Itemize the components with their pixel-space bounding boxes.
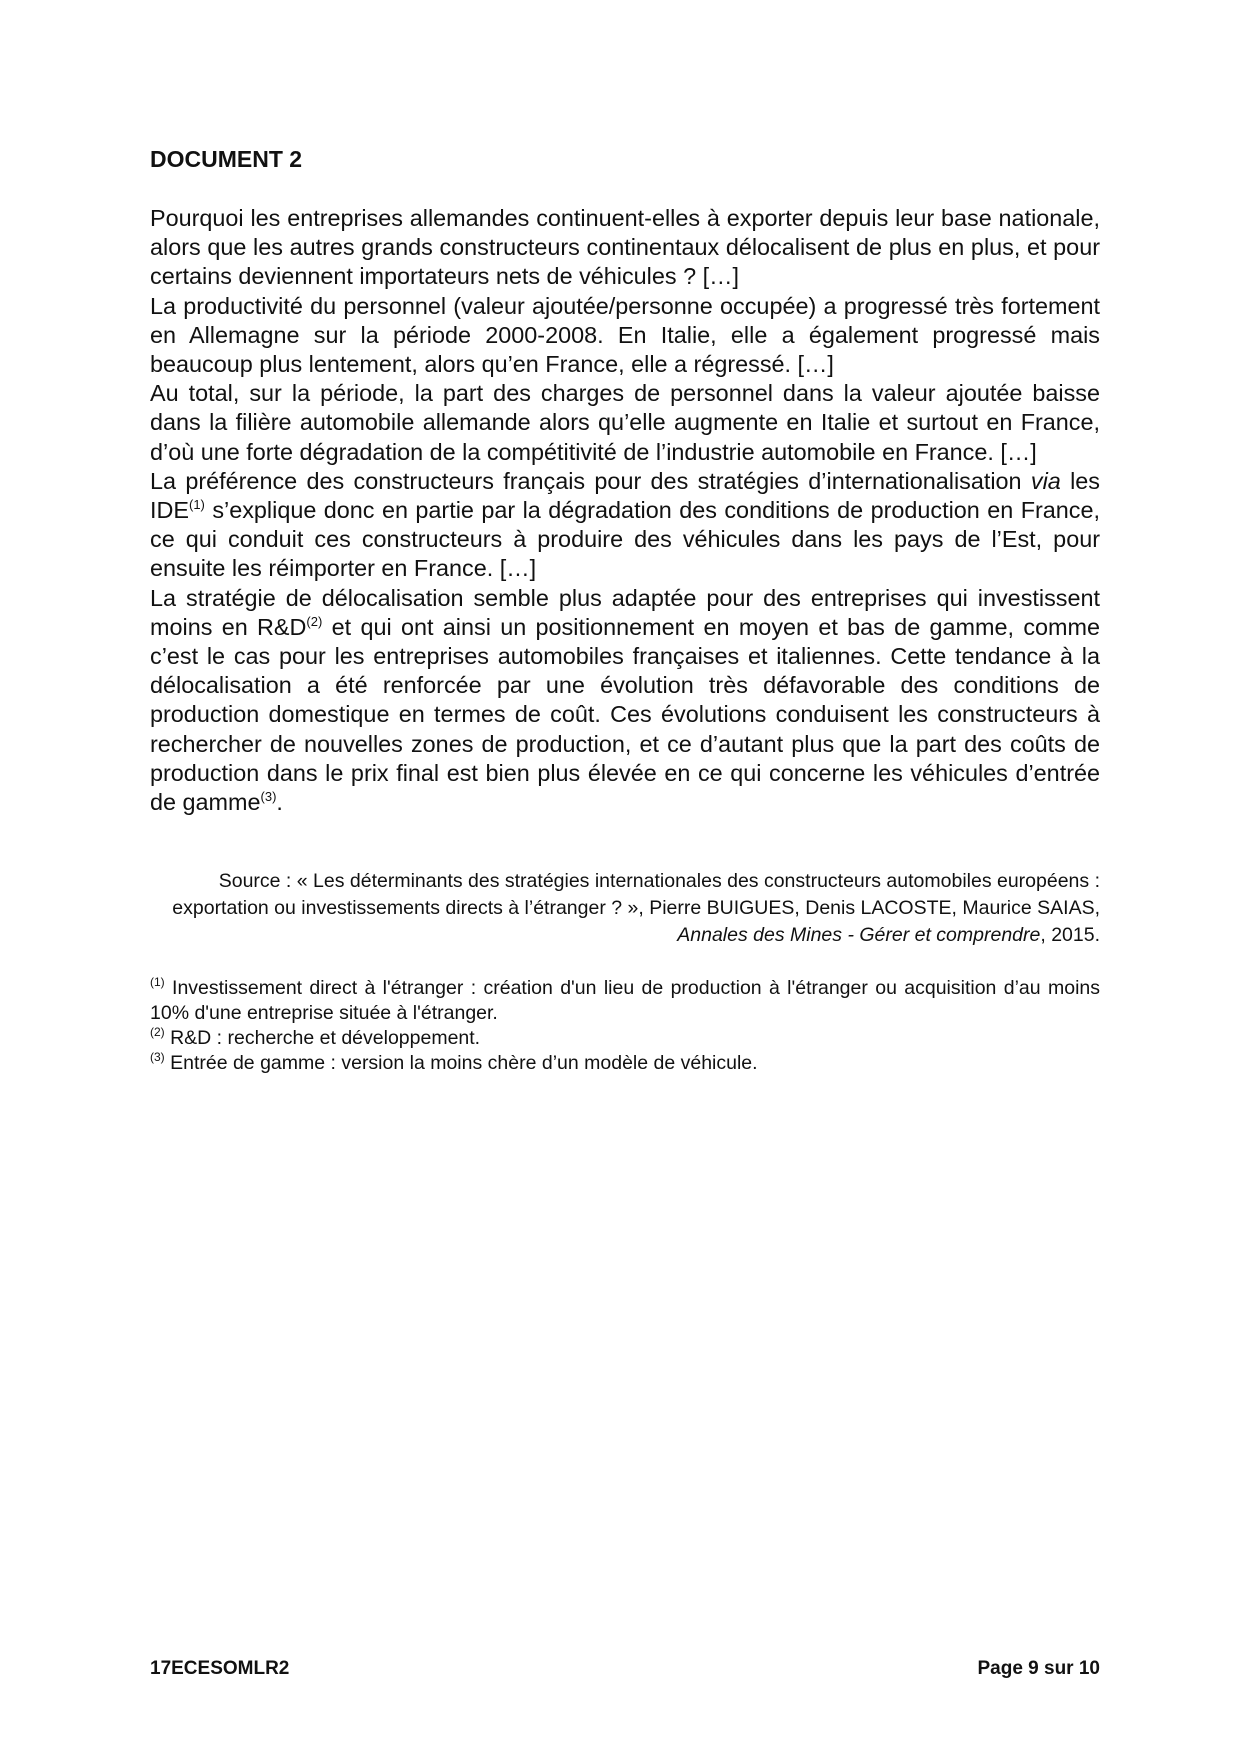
paragraph-5 <box>150 584 1100 818</box>
footnote-ref-1: (1) <box>189 497 205 513</box>
paragraph-5-middle: et qui ont ainsi un positionnement en moyen et bas de gamme, comme c’est le cas pour les entreprises automobiles françaises et italiennes. Cette tendance à la délocalisation a été renforcée par une évolution très défavorable des conditions de production domestique en termes de coût. Ces évolutions conduisent les constructeurs à rechercher de nouvelles zones de production, et ce d’autant plus que la part des coûts de production dans le prix final est bien plus élevée en ce qui concerne les véhicules d’entrée de gamme <box>150 613 1100 816</box>
paragraph-1: Pourquoi les entreprises allemandes continuent-elles à exporter depuis leur base nationale, alors que les autres grands constructeurs continentaux délocalisent de plus en plus, et pour certains deviennent importateurs nets de véhicules ? […] <box>150 205 1100 290</box>
footnote-1 <box>150 976 1100 1026</box>
footnote-ref-2: (2) <box>306 613 323 629</box>
paragraph-4-end: s’explique donc en partie par la dégradation des conditions de production en France, ce qui conduit ces constructeurs à produire des véhicules dans les pays de l’Est, pour ensuite les réimporter en France. […] <box>150 497 1100 582</box>
footnote-2-ref: (2) <box>150 1025 165 1039</box>
document-body <box>150 204 1100 817</box>
paragraph-4-start: La préférence des constructeurs français pour des stratégies d’internationalisation <box>150 467 1031 494</box>
footnote-1-ref: (1) <box>150 975 165 989</box>
footnote-3-ref: (3) <box>150 1050 165 1064</box>
paragraph-5-end: . <box>276 789 283 816</box>
footnotes <box>150 976 1100 1076</box>
footnote-3 <box>150 1051 1100 1076</box>
footnote-2-text: R&D : recherche et développement. <box>164 1027 481 1049</box>
source-year: , 2015. <box>1040 924 1100 946</box>
paragraph-5-start: La stratégie de délocalisation semble plus adaptée pour des entreprises qui investissent moins en R&D <box>150 584 1100 640</box>
source-journal: Annales des Mines - Gérer et comprendre <box>677 924 1041 946</box>
via-italic: via <box>1030 467 1061 494</box>
footnote-3-text: Entrée de gamme : version la moins chère d’un modèle de véhicule. <box>164 1052 758 1074</box>
paragraph-3: Au total, sur la période, la part des charges de personnel dans la valeur ajoutée baisse dans la filière automobile allemande alors qu’elle augmente en Italie et surtout en France, d’où une forte dégradation de la compétitivité de l’industrie automobile en France. […] <box>150 380 1100 465</box>
footer-code: 17ECESOMLR2 <box>150 1658 290 1679</box>
source-text: Source : « Les déterminants des stratégies internationales des constructeurs automobiles européens : exportation ou investissements directs à l’étranger ? », Pierre BUIGUES, Denis LACOSTE, Maurice SAIAS, <box>172 870 1100 919</box>
paragraph-2: La productivité du personnel (valeur ajoutée/personne occupée) a progressé très fortement en Allemagne sur la période 2000-2008. En Italie, elle a également progressé mais beaucoup plus lentement, alors qu’en France, elle a régressé. […] <box>150 292 1100 378</box>
footnote-ref-3: (3) <box>260 789 277 805</box>
document-title: DOCUMENT 2 <box>150 146 303 172</box>
source-citation <box>150 868 1100 949</box>
footnote-2 <box>150 1026 1100 1051</box>
footnote-1-text: Investissement direct à l'étranger : création d'un lieu de production à l'étranger ou acquisition d’au moins 10% d'une entreprise située à l'étranger. <box>150 977 1100 1024</box>
paragraph-4 <box>150 467 1100 584</box>
ide-text: les IDE <box>150 467 1100 524</box>
footer-page-number: Page 9 sur 10 <box>977 1658 1100 1679</box>
